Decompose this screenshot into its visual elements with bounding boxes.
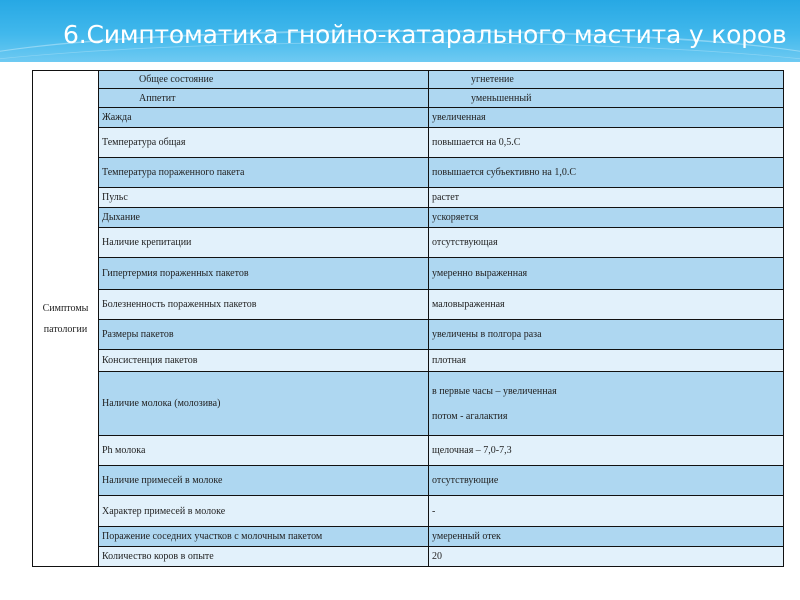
slide-title: 6.Симптоматика гнойно-катарального мастита у коров xyxy=(63,20,787,49)
table-row xyxy=(33,208,784,228)
row-value: уменьшенный xyxy=(429,89,784,108)
side-label-line: Симптомы xyxy=(42,302,89,314)
slide-header xyxy=(0,0,800,62)
table-row xyxy=(33,496,784,527)
side-label xyxy=(33,71,99,567)
row-label: Ph молока xyxy=(99,436,429,466)
table-row xyxy=(33,158,784,188)
table-row xyxy=(33,466,784,496)
row-value: маловыраженная xyxy=(429,290,784,320)
row-value-line: в первые часы – увеличенная xyxy=(432,385,557,397)
table-row xyxy=(33,71,784,89)
row-label: Количество коров в опыте xyxy=(99,547,429,567)
row-value: 20 xyxy=(429,547,784,567)
table-row xyxy=(33,188,784,208)
table-row xyxy=(33,547,784,567)
symptoms-table xyxy=(32,70,784,567)
row-value: ускоряется xyxy=(429,208,784,228)
row-label: Аппетит xyxy=(99,89,429,108)
row-label: Характер примесей в молоке xyxy=(99,496,429,527)
row-label: Пульс xyxy=(99,188,429,208)
row-value: умеренный отек xyxy=(429,527,784,547)
row-label: Поражение соседних участков с молочным пакетом xyxy=(99,527,429,547)
row-value: увеличены в полгора раза xyxy=(429,320,784,350)
row-label: Температура общая xyxy=(99,128,429,158)
row-value: - xyxy=(429,496,784,527)
row-value: щелочная – 7,0-7,3 xyxy=(429,436,784,466)
side-label-line: патологии xyxy=(43,323,88,335)
row-value: повышается на 0,5.С xyxy=(429,128,784,158)
table-row xyxy=(33,350,784,372)
row-value: отсутствующие xyxy=(429,466,784,496)
row-value: плотная xyxy=(429,350,784,372)
table-row xyxy=(33,108,784,128)
row-value: повышается субъективно на 1,0.С xyxy=(429,158,784,188)
row-label: Наличие примесей в молоке xyxy=(99,466,429,496)
row-value-line: потом - агалактия xyxy=(432,410,508,422)
row-label: Наличие молока (молозива) xyxy=(99,372,429,436)
row-value: отсутствующая xyxy=(429,228,784,258)
table-row xyxy=(33,436,784,466)
row-value: увеличенная xyxy=(429,108,784,128)
table-row xyxy=(33,128,784,158)
row-label: Общее состояние xyxy=(99,71,429,89)
row-label: Температура пораженного пакета xyxy=(99,158,429,188)
row-label: Жажда xyxy=(99,108,429,128)
row-value: умеренно выраженная xyxy=(429,258,784,290)
table-row xyxy=(33,228,784,258)
row-label: Болезненность пораженных пакетов xyxy=(99,290,429,320)
table-row xyxy=(33,290,784,320)
row-label: Наличие крепитации xyxy=(99,228,429,258)
table-row xyxy=(33,320,784,350)
row-value xyxy=(429,372,784,436)
table-row xyxy=(33,89,784,108)
row-label: Размеры пакетов xyxy=(99,320,429,350)
row-label: Гипертермия пораженных пакетов xyxy=(99,258,429,290)
table-row xyxy=(33,527,784,547)
row-value: угнетение xyxy=(429,71,784,89)
table-row xyxy=(33,372,784,436)
row-value: растет xyxy=(429,188,784,208)
row-label: Дыхание xyxy=(99,208,429,228)
row-label: Консистенция пакетов xyxy=(99,350,429,372)
table-row xyxy=(33,258,784,290)
